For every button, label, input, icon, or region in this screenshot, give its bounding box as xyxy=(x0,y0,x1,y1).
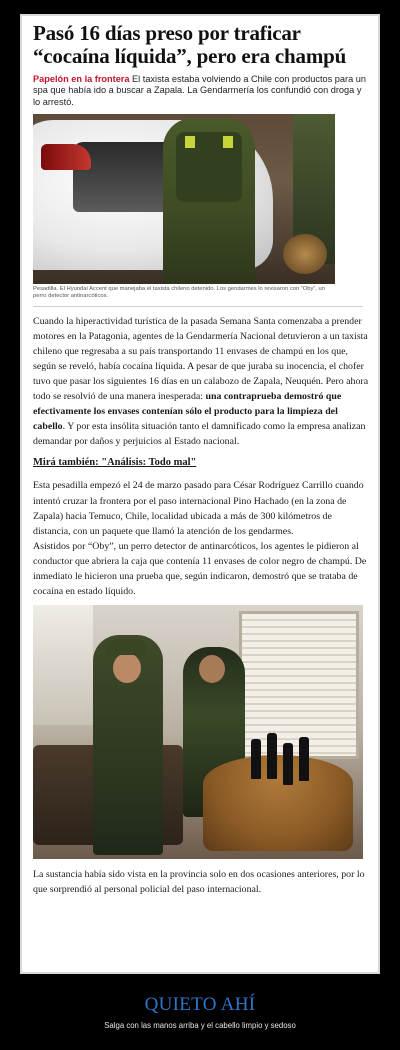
divider xyxy=(33,306,363,307)
see-also-link[interactable]: Mirá también: "Análisis: Todo mal" xyxy=(33,457,197,469)
seized-bottles-photo xyxy=(33,605,363,859)
lede-tag: Papelón en la frontera xyxy=(33,74,130,84)
post-subtitle: Salga con las manos arriba y el cabello limpio y sedoso xyxy=(104,1021,296,1030)
article-lede xyxy=(33,74,368,108)
article-paragraph-1: Cuando la hiperactividad turística de la pasada Semana Santa comenzaba a prender motores en la Patagonia, agentes de la Gendarmería Nacional detuvieron a un taxista chileno que regresaba a su país transportando 11 envases de champú en los que, según se reveló, había cocaína líquida. A pesar de que juraba su inocencia, el chofer tuvo que pasar los siguientes 16 días en un calabozo de Zapala, Neuquén. Pero ahora todo se resolvió de una manera inesperada: una contraprueba demostró que efectivamente los envases contenían sólo el producto para la limpieza del cabello. Y por esta insólita situación tanto el damnificado como la empresa analizan demandar por daños y perjuicios al Estado nacional. xyxy=(33,315,369,448)
article-paragraph-2: Esta pesadilla empezó el 24 de marzo pasado para César Rodríguez Carrillo cuando intentó cruzar la frontera por el paso internacional Pino Hachado (en la zona de Zapala) hacia Temuco, Chile, localidad ubicada a más de 300 kilómetros de distancia, con un paquete que llamó la atención de los gendarmes. Asistidos por “Oby”, un perro detector de antinarcóticos, los agentes le pidieron al conductor que abriera la caja que contenía 11 envases de color negro de champú. De inmediato le hicieron una prueba que, según indicaron, demostró que se trataba de cocaína en estado líquido. xyxy=(33,480,367,598)
highlight-text: una contraprueba demostró que efectivamente los envases contenían sólo el producto para la limpieza del cabello xyxy=(33,391,342,433)
post-title: QUIETO AHÍ xyxy=(144,994,256,1015)
article xyxy=(22,16,378,897)
post-frame xyxy=(20,14,380,974)
round-table xyxy=(203,755,353,851)
lede-text: El taxista estaba volviendo a Chile con productos para un spa que había ido a buscar a Zapala. La Gendarmería los confundió con droga y lo arrestó. xyxy=(33,74,366,107)
car-inspection-photo xyxy=(33,114,335,284)
article-paragraph-3: Asistidos por “Oby”, un perro detector de antinarcóticos, los agentes le pidieron al conductor que abriera la caja que contenía 11 envases de color negro de champú. De inmediato le hicieron una prueba que, según indicaron, demostró que se trataba de cocaína en estado líquido. xyxy=(33,540,367,598)
photo-caption: Pesadilla. El Hyundai Accent que manejaba el taxista chileno detenido. Los gendarmes lo revisaron con “Oby”, un perro detector antinarcóticos. xyxy=(33,286,325,300)
dog-figure xyxy=(283,234,327,274)
article-paragraph-4: La sustancia había sido vista en la provincia solo en dos ocasiones anteriores, por lo que sorprendió al personal policial del paso internacional. xyxy=(33,869,365,896)
article-headline: Pasó 16 días preso por traficar “cocaína líquida”, pero era champú xyxy=(33,21,347,68)
